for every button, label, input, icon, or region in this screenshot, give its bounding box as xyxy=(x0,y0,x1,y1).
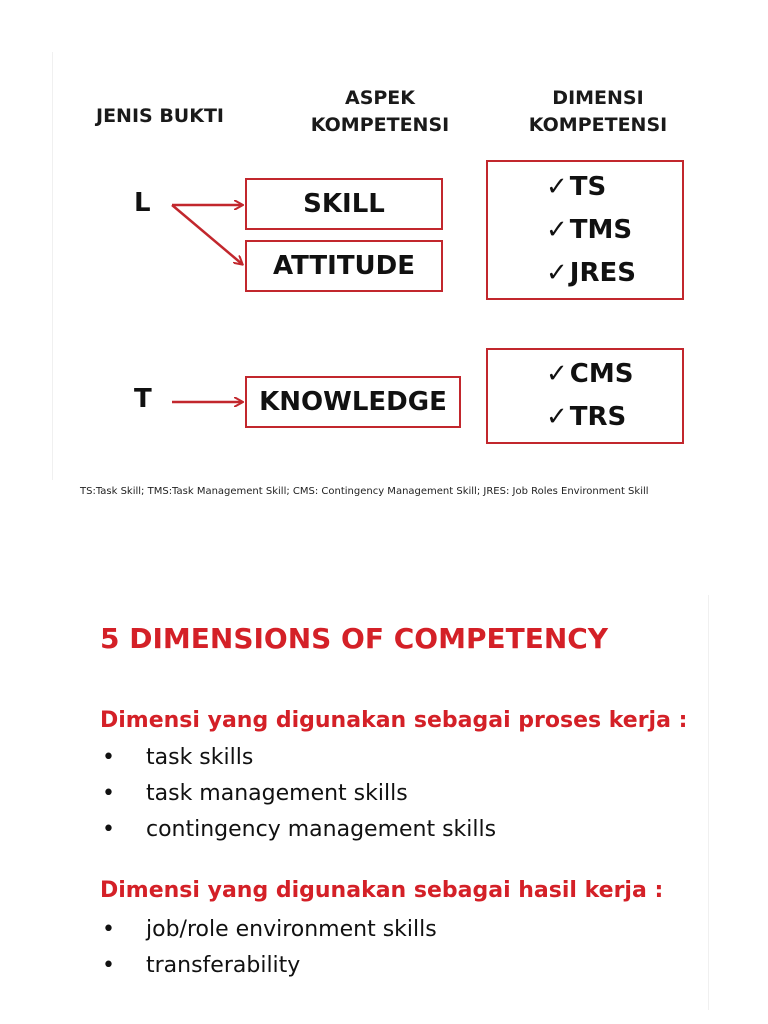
dimension-item: ✓TS xyxy=(546,171,607,202)
slide-title: 5 DIMENSIONS OF COMPETENCY xyxy=(100,622,609,655)
dimension-item: ✓TRS xyxy=(546,402,627,432)
check-icon: ✓ xyxy=(546,171,568,202)
check-icon: ✓ xyxy=(546,214,568,245)
list-item: • task skills xyxy=(102,745,254,770)
dimension-item: ✓TMS xyxy=(546,214,633,245)
aspect-box-attitude: ATTITUDE xyxy=(245,240,443,292)
list-item: • transferability xyxy=(102,953,301,978)
proses-heading: Dimensi yang digunakan sebagai proses kerja : xyxy=(100,708,688,733)
dimension-box-t xyxy=(486,348,684,444)
check-icon: ✓ xyxy=(546,359,568,389)
check-icon: ✓ xyxy=(546,402,568,432)
evidence-l: L xyxy=(134,188,151,218)
hasil-heading: Dimensi yang digunakan sebagai hasil kerja : xyxy=(100,878,664,903)
list-item: • job/role environment skills xyxy=(102,917,437,942)
hasil-list xyxy=(100,912,437,984)
check-icon: ✓ xyxy=(546,257,568,288)
evidence-t: T xyxy=(134,384,152,414)
dimension-box-l xyxy=(486,160,684,300)
header-jenis-bukti: JENIS BUKTI xyxy=(96,105,224,127)
aspect-box-knowledge: KNOWLEDGE xyxy=(245,376,461,428)
dimension-item: ✓JRES xyxy=(546,257,636,288)
proses-list xyxy=(100,740,496,848)
list-item: • task management skills xyxy=(102,781,408,806)
header-dimensi-kompetensi: DIMENSI KOMPETENSI xyxy=(528,87,668,136)
abbreviation-footnote: TS:Task Skill; TMS:Task Management Skill; CMS: Contingency Management Skill; JRES: Job Roles Environment Skill xyxy=(80,486,649,497)
dimension-item: ✓CMS xyxy=(546,359,634,389)
list-item: • contingency management skills xyxy=(102,817,497,842)
arrow-l-to-attitude xyxy=(172,205,242,264)
aspect-box-skill: SKILL xyxy=(245,178,443,230)
header-aspek-kompetensi: ASPEK KOMPETENSI xyxy=(310,87,450,136)
